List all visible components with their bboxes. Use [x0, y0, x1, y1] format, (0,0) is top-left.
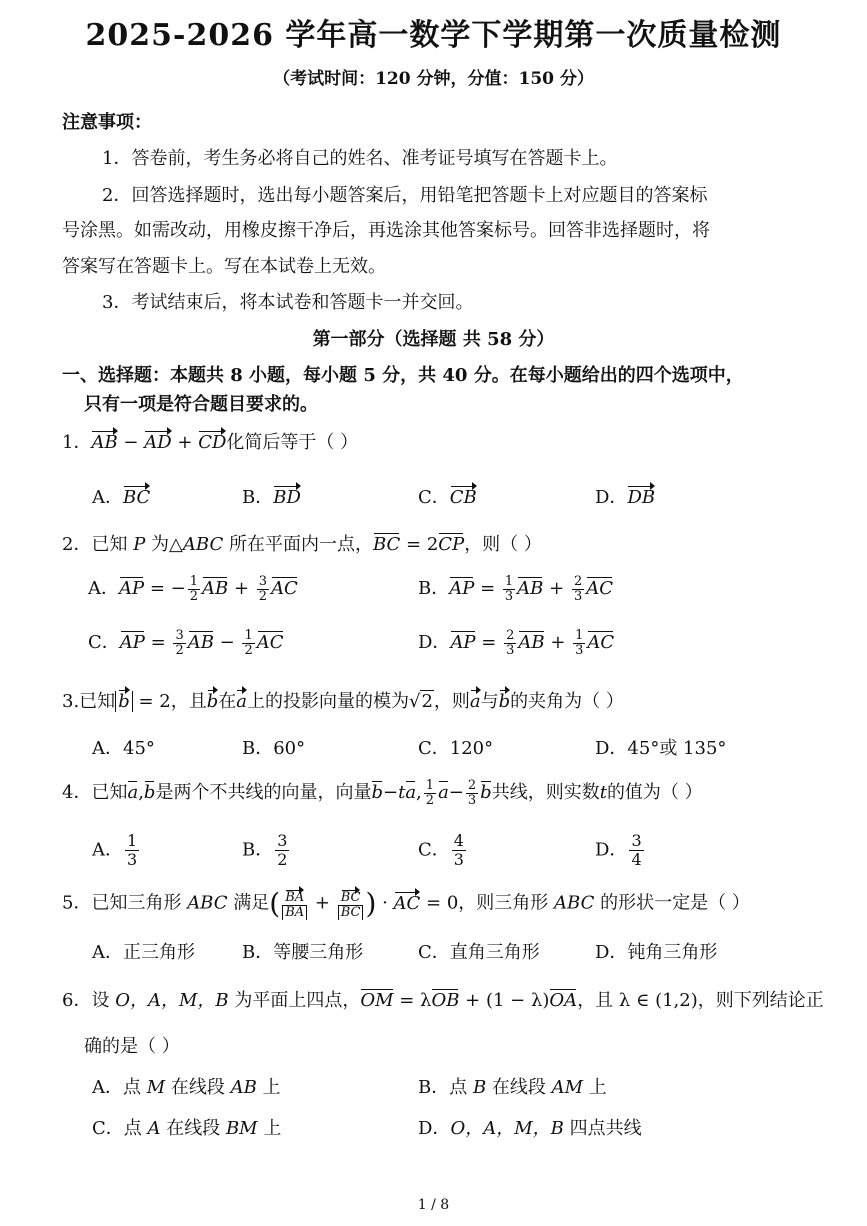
question-text: 满足 — [227, 892, 270, 914]
vector-db: DB — [627, 484, 655, 508]
fraction: $\frac{1}{2}$ — [425, 777, 435, 808]
option-label: C． — [418, 487, 450, 508]
question-text: 4．已知 — [62, 782, 128, 803]
unit-vector-fraction: $\frac{BC}{BC}$ — [338, 888, 364, 920]
vector-ac: AC — [586, 575, 613, 599]
fraction: $\frac{1}{3}$ — [575, 627, 584, 658]
question-text: 的夹角为（ ） — [510, 691, 624, 712]
vector-a: a — [470, 688, 481, 712]
question-text: ，则 — [433, 691, 470, 712]
notice-item-1: 1．答卷前，考生务必将自己的姓名、准考证号填写在答题卡上。 — [102, 148, 618, 169]
fraction: $\frac{3}{2}$ — [175, 627, 184, 658]
vector-b: b — [144, 779, 156, 803]
section-instructions-line-1: 一、选择题：本题共 8 小题，每小题 5 分，共 40 分。在每小题给出的四个选项中， — [62, 365, 744, 386]
question-text: 2．已知 — [62, 534, 134, 555]
question-4-stem: 4．已知a,b是两个不共线的向量，向量b−ta, $\frac{1}{2}$ a− $\frac{2}{3}$ b共线，则实数t的值为（ ） — [62, 777, 703, 808]
question-1-option-c — [418, 483, 477, 509]
question-text: 所在平面内一点， — [223, 534, 373, 555]
operator: + — [228, 578, 255, 599]
operator: = − — [144, 578, 186, 599]
option-label: A． — [88, 578, 119, 599]
question-1-option-a — [92, 483, 150, 509]
magnitude — [115, 691, 133, 712]
question-text: 共线，则实数 — [491, 782, 600, 803]
question-6-option-d: D．O，A，M，B 四点共线 — [418, 1118, 642, 1139]
question-3-option-a: A．45° — [92, 738, 155, 759]
question-text: 在 — [218, 691, 237, 712]
point-names: O，A，M，B — [115, 990, 229, 1011]
fraction: $\frac{3}{4}$ — [631, 831, 642, 869]
notice-item-2-line-3: 答案写在答题卡上。写在本试卷上无效。 — [62, 256, 386, 277]
operator: + — [543, 578, 570, 599]
question-text: 与 — [480, 691, 499, 712]
section-instructions-line-2: 只有一项是符合题目要求的。 — [84, 394, 318, 415]
fraction: $\frac{1}{3}$ — [504, 573, 514, 604]
vector-ab: AB — [188, 629, 214, 653]
question-1-option-d — [595, 483, 655, 509]
question-number: 1． — [62, 432, 92, 453]
triangle-name: ABC — [187, 892, 228, 914]
vector-ac: AC — [271, 575, 298, 599]
fraction: $\frac{2}{3}$ — [506, 627, 515, 658]
vector-ab: AB — [91, 429, 117, 453]
question-4-option-b: B． $\frac{3}{2}$ — [242, 831, 288, 869]
triangle-name: ABC — [554, 892, 595, 914]
question-text: 上的投影向量的模为 — [246, 691, 409, 712]
question-6-option-a: A．点 M 在线段 AB 上 — [92, 1077, 281, 1098]
fraction: $\frac{1}{2}$ — [189, 573, 199, 604]
question-text: 的形状一定是（ ） — [594, 892, 750, 914]
operator: = — [474, 578, 501, 599]
page-number: 1 / 8 — [417, 1197, 450, 1213]
question-text: 为△ — [145, 534, 183, 555]
option-label: B． — [242, 487, 274, 508]
fraction: $\frac{4}{3}$ — [453, 831, 464, 869]
question-2-option-c — [88, 628, 284, 658]
option-label: D． — [595, 487, 628, 508]
vector-ac: AC — [257, 629, 284, 653]
question-2-stem — [62, 530, 542, 556]
square-root: √2 — [408, 691, 433, 712]
vector-bc: BC — [123, 484, 150, 508]
vector-b: b — [371, 779, 383, 803]
operator: = 2 — [400, 534, 439, 555]
operator: = — [475, 632, 503, 653]
question-text: 是两个不共线的向量，向量 — [155, 782, 372, 803]
vector-ap: AP — [119, 575, 144, 599]
point-p: P — [133, 534, 146, 555]
question-text: = 0，则三角形 — [420, 892, 555, 914]
vector-ac: AC — [587, 629, 614, 653]
exam-subtitle: （考试时间：120 分钟，分值：150 分） — [273, 69, 594, 89]
option-label: C． — [88, 632, 120, 653]
question-1-option-b — [242, 483, 301, 509]
question-6-option-c: C．点 A 在线段 BM 上 — [92, 1118, 282, 1139]
vector-a: a — [127, 779, 138, 803]
question-5-option-c: C．直角三角形 — [418, 942, 540, 963]
question-4-option-d: D． $\frac{3}{4}$ — [595, 831, 642, 869]
vector-cp: CP — [438, 531, 464, 555]
question-6-stem: 6．设 O，A，M，B 为平面上四点，OM = λOB + (1 − λ)OA，且 λ ∈ (1,2)，则下列结论正 — [62, 986, 824, 1012]
question-3-option-b: B．60° — [242, 738, 306, 759]
operator: = — [144, 632, 172, 653]
unit-vector-fraction: $\frac{BA}{BA}$ — [282, 888, 307, 920]
question-6-stem-line-2: 确的是（ ） — [84, 1036, 180, 1057]
option-label: A． — [92, 487, 123, 508]
vector-oa: OA — [549, 987, 577, 1011]
question-4-option-a: A． $\frac{1}{3}$ — [92, 831, 138, 869]
question-3-stem — [62, 687, 624, 713]
vector-ob: OB — [431, 987, 459, 1011]
fraction: $\frac{1}{2}$ — [244, 627, 253, 658]
notice-heading: 注意事项： — [62, 112, 152, 133]
question-text: 的值为（ ） — [606, 782, 703, 803]
operator: + — [544, 632, 572, 653]
vector-om: OM — [360, 987, 393, 1011]
question-2-option-b — [418, 574, 613, 604]
vector-ac: AC — [394, 890, 421, 914]
exam-title: 2025-2026 学年高一数学下学期第一次质量检测 — [85, 18, 782, 53]
question-3-option-d: D．45°或 135° — [595, 738, 727, 759]
vector-ad: AD — [144, 429, 171, 453]
operator: − — [117, 432, 145, 453]
question-1-stem — [62, 428, 358, 454]
question-5-option-b: B．等腰三角形 — [242, 942, 364, 963]
vector-b: b — [118, 688, 130, 712]
triangle-name: ABC — [182, 534, 224, 555]
vector-ap: AP — [120, 629, 145, 653]
question-2-option-d — [418, 628, 614, 658]
vector-a: a — [236, 688, 247, 712]
fraction: $\frac{3}{2}$ — [258, 573, 268, 604]
fraction: $\frac{2}{3}$ — [467, 777, 477, 808]
question-text: = 2，且 — [132, 691, 207, 712]
part-one-heading: 第一部分（选择题 共 58 分） — [312, 329, 555, 350]
vector-b: b — [207, 688, 219, 712]
option-label: B． — [418, 578, 450, 599]
vector-ab: AB — [518, 629, 544, 653]
question-5-option-d: D．钝角三角形 — [595, 942, 718, 963]
fraction: $\frac{1}{3}$ — [127, 831, 138, 869]
vector-a: a — [438, 779, 449, 803]
vector-ab: AB — [517, 575, 543, 599]
variable-t: t — [398, 782, 406, 803]
vector-cd: CD — [198, 429, 226, 453]
question-text: 5．已知三角形 — [62, 892, 188, 914]
vector-ap: AP — [449, 575, 474, 599]
question-text: ，则（ ） — [464, 534, 542, 555]
vector-ap: AP — [450, 629, 475, 653]
vector-bc: BC — [373, 531, 400, 555]
fraction: $\frac{2}{3}$ — [573, 573, 583, 604]
vector-cb: CB — [450, 484, 477, 508]
question-3-option-c: C．120° — [418, 738, 494, 759]
vector-bd: BD — [273, 484, 301, 508]
question-2-option-a — [88, 574, 298, 604]
vector-a: a — [405, 779, 416, 803]
question-6-option-b: B．点 B 在线段 AM 上 — [418, 1077, 607, 1098]
notice-item-2-line-1: 2．回答选择题时，选出每小题答案后，用铅笔把答题卡上对应题目的答案标 — [102, 185, 708, 206]
notice-item-2-line-2: 号涂黑。如需改动，用橡皮擦干净后，再选涂其他答案标号。回答非选择题时，将 — [62, 220, 710, 241]
variable-t: t — [599, 782, 607, 803]
vector-ab: AB — [202, 575, 228, 599]
option-label: D． — [418, 632, 451, 653]
vector-b: b — [499, 688, 511, 712]
question-5-option-a: A．正三角形 — [92, 942, 195, 963]
question-5-stem: 5．已知三角形 ABC 满足( $\frac{BA}{BA}$ + $\frac{BC}{BC}$ ) · AC = 0，则三角形 ABC 的形状一定是（ ） — [62, 887, 750, 920]
question-text: 化简后等于（ ） — [226, 432, 359, 453]
operator: + — [171, 432, 199, 453]
operator: − — [213, 632, 241, 653]
question-text: 3.已知 — [62, 691, 116, 712]
vector-b: b — [480, 779, 492, 803]
notice-item-3: 3．考试结束后，将本试卷和答题卡一并交回。 — [102, 292, 474, 313]
fraction: $\frac{3}{2}$ — [277, 831, 288, 869]
question-4-option-c: C． $\frac{4}{3}$ — [418, 831, 464, 869]
